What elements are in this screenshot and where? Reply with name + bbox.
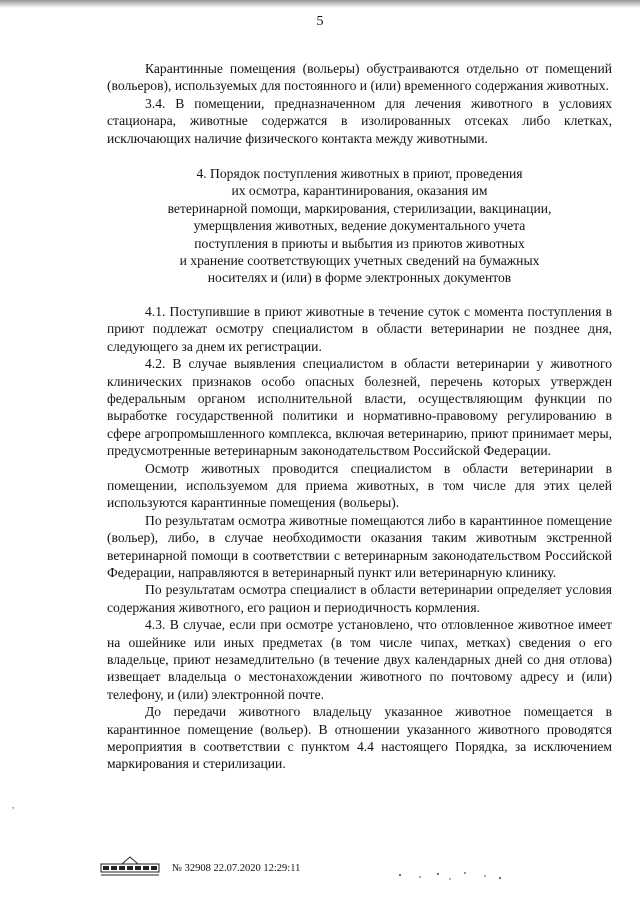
paragraph: 3.4. В помещении, предназначенном для лечения животного в условиях стационара, животные содержатся в изолированных отсеках либо клетках, исключающих наличие физического контакта между животными. xyxy=(107,95,612,146)
paragraph: До передачи животного владельцу указанное животное помещается в карантинное помещение (вольер). В отношении указанного животного проводятся мероприятия в соответствии с пунктом 4.4 настоящего Порядка, за исключением маркирования и стерилизации. xyxy=(107,704,612,772)
heading-line: их осмотра, карантинирования, оказания им xyxy=(231,183,488,199)
document-footer xyxy=(90,855,610,895)
scan-noise xyxy=(390,865,510,885)
registry-stamp-icon xyxy=(100,855,160,877)
heading-line: 4. Порядок поступления животных в приют, проведения xyxy=(196,166,523,182)
paragraph: Карантинные помещения (вольеры) обустраиваются отдельно от помещений (вольеров), используемых для постоянного и (или) временного содержания животных. xyxy=(107,61,612,94)
scan-edge xyxy=(0,0,640,8)
paragraph: Осмотр животных проводится специалистом в области ветеринарии в помещении, используемом для приема животных, в том числе для этих целей используются карантинные помещения (вольеры). xyxy=(107,460,612,511)
section-heading xyxy=(107,165,612,287)
paragraph: По результатам осмотра животные помещаются либо в карантинное помещение (вольер), либо, в случае необходимости оказания таким животным экстренной ветеринарной помощи в соответствии с ветеринарным законодательством Российской Федерации, направляются в ветеринарный пункт или ветеринарную клинику. xyxy=(107,512,612,580)
paragraph: 4.2. В случае выявления специалистом в области ветеринарии у животного клинических признаков особо опасных болезней, перечень которых утвержден федеральным органом исполнительной власти, осуществляющим функции по выработке государственной политики и нормативно-правовому регулированию в сфере агропромышленного комплекса, включая ветеринарию, приют принимает меры, предусмотренные ветеринарным законодательством Российской Федерации. xyxy=(107,356,612,459)
heading-line: носителях и (или) в форме электронных документов xyxy=(207,270,512,286)
document-id: № 32908 22.07.2020 12:29:11 xyxy=(172,863,301,874)
document-body xyxy=(107,60,612,773)
paragraph: 4.3. В случае, если при осмотре установлено, что отловленное животное имеет на ошейнике или иных предметах (в том числе чипах, метках) сведения о его владельце, приют незамедлительно (в течение двух календарных дней со дня отлова) извещает владельца о местонахождении животного по почтовому адресу и (или) телефону, и (или) электронной почте. xyxy=(107,617,612,702)
heading-line: умерщвления животных, ведение документального учета xyxy=(193,218,526,234)
heading-line: ветеринарной помощи, маркирования, стерилизации, вакцинации, xyxy=(167,200,552,216)
scan-mark: , xyxy=(12,800,15,811)
paragraph: По результатам осмотра специалист в области ветеринарии определяет условия содержания животного, его рацион и периодичность кормления. xyxy=(107,582,612,615)
heading-line: поступления в приюты и выбытия из приютов животных xyxy=(194,235,525,251)
page-number: 5 xyxy=(316,14,324,29)
paragraph: 4.1. Поступившие в приют животные в течение суток с момента поступления в приют подлежат осмотру специалистом в области ветеринарии не позднее дня, следующего за днем их регистрации. xyxy=(107,303,612,354)
heading-line: и хранение соответствующих учетных сведений на бумажных xyxy=(179,253,540,269)
